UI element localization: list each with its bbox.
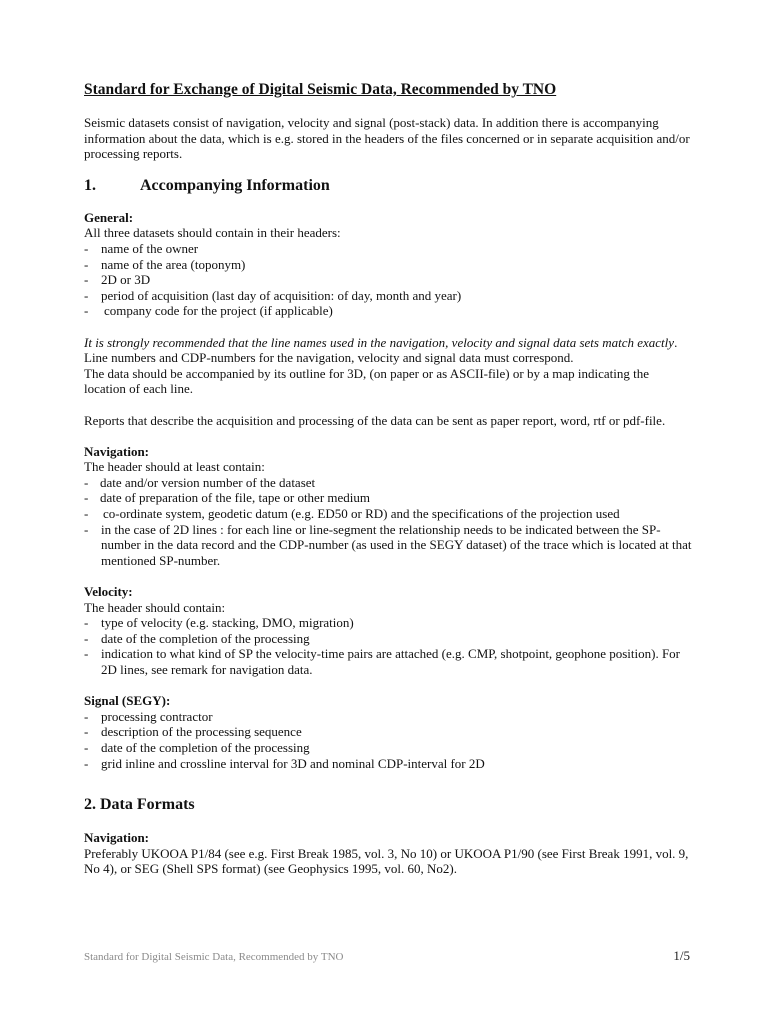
page-footer	[84, 948, 690, 964]
document-title: Standard for Exchange of Digital Seismic Data, Recommended by TNO	[84, 81, 557, 98]
navigation-list	[84, 475, 694, 569]
data-formats-navigation-text: Preferably UKOOA P1/84 (see e.g. First Break 1985, vol. 3, No 10) or UKOOA P1/90 (see First Break 1991, vol. 9, No 4), or SEG (Shell SPS format) (see Geophysics 1995, vol. 60, No2).	[84, 845, 689, 877]
velocity-lead: The header should contain:	[84, 599, 226, 615]
list-item: - period of acquisition (last day of acquisition: of day, month and year)	[84, 287, 462, 303]
navigation-heading: Navigation:	[84, 443, 149, 459]
general-lead: All three datasets should contain in their headers:	[84, 225, 341, 241]
list-item: - co-ordinate system, geodetic datum (e.g. ED50 or RD) and the specifications of the projection used	[84, 506, 620, 522]
list-item: - date of preparation of the file, tape or other medium	[84, 490, 371, 506]
intro-paragraph: Seismic datasets consist of navigation, velocity and signal (post-stack) data. In addition there is accompanying information about the data, which is e.g. stored in the headers of the files concerned or in separate acquisition and/or processing reports.	[84, 115, 690, 162]
list-item: - grid inline and crossline interval for 3D and nominal CDP-interval for 2D	[84, 755, 485, 771]
general-heading: General:	[84, 209, 134, 225]
list-item: - processing contractor	[84, 708, 213, 724]
signal-heading: Signal (SEGY):	[84, 693, 171, 709]
italic-note: It is strongly recommended that the line names used in the navigation, velocity and signal data sets match exactly.	[84, 334, 678, 350]
list-item: - 2D or 3D	[84, 272, 151, 288]
document-page	[84, 80, 694, 877]
general-paragraph-3: Reports that describe the acquisition and processing of the data can be sent as paper report, word, rtf or pdf-file.	[84, 412, 666, 428]
section-1-number: 1.	[84, 176, 96, 194]
list-item: - date and/or version number of the dataset	[84, 474, 316, 490]
velocity-list	[84, 615, 694, 677]
list-item: - description of the processing sequence	[84, 724, 302, 740]
list-item: - name of the owner	[84, 240, 199, 256]
section-1-heading	[84, 176, 694, 195]
list-item: - company code for the project (if applicable)	[84, 303, 333, 319]
page-number: 1/5	[673, 948, 690, 963]
general-paragraph-2: The data should be accompanied by its outline for 3D, (on paper or as ASCII-file) or by a map indicating the location of each line.	[84, 365, 649, 397]
list-item: - date of the completion of the processing	[84, 630, 310, 646]
list-item: - name of the area (toponym)	[84, 256, 246, 272]
section-1-title: Accompanying Information	[140, 176, 330, 194]
list-item: - indication to what kind of SP the velocity-time pairs are attached (e.g. CMP, shotpoint, geophone position). For 2D lines, see remark for navigation data.	[84, 646, 681, 677]
velocity-heading: Velocity:	[84, 584, 133, 600]
list-item: - date of the completion of the processing	[84, 739, 310, 755]
data-formats-navigation-heading: Navigation:	[84, 830, 149, 846]
navigation-lead: The header should at least contain:	[84, 459, 265, 475]
general-paragraph-1: Line numbers and CDP-numbers for the navigation, velocity and signal data must correspond.	[84, 350, 574, 366]
footer-text: Standard for Digital Seismic Data, Recommended by TNO	[84, 951, 344, 963]
general-list	[84, 241, 694, 319]
list-item: - type of velocity (e.g. stacking, DMO, migration)	[84, 615, 354, 631]
section-2-heading: 2. Data Formats	[84, 796, 195, 814]
list-item: - in the case of 2D lines : for each line or line-segment the relationship needs to be indicated between the SP-number in the data record and the CDP-number (as used in the SEGY dataset) of the trace which is located at that mentioned SP-number.	[84, 521, 692, 568]
signal-list	[84, 709, 694, 771]
